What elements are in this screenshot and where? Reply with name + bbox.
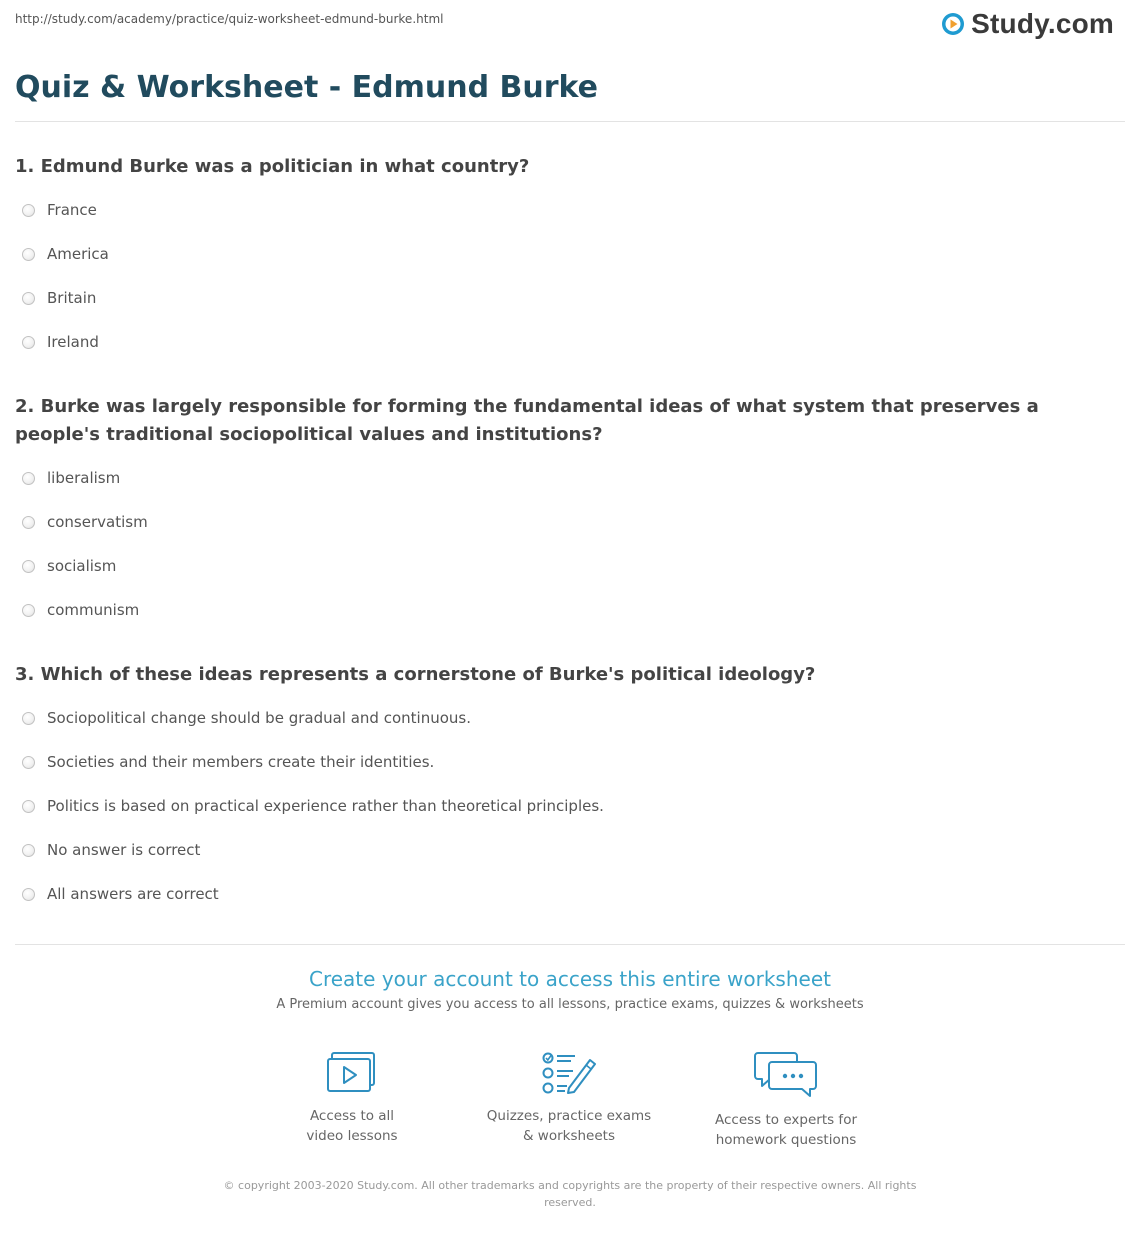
feature-label-line: video lessons bbox=[306, 1128, 398, 1144]
radio-button[interactable] bbox=[22, 516, 35, 529]
answer-choice[interactable] bbox=[22, 840, 604, 884]
feature-label-line: Access to all bbox=[309, 1108, 395, 1124]
logo-wordmark: Study.com bbox=[971, 8, 1114, 39]
divider bbox=[15, 121, 1125, 122]
premium-description: A Premium account gives you access to all lessons, practice exams, quizzes & worksheets bbox=[276, 997, 864, 1012]
question-2: 2. Burke was largely responsible for forming the fundamental ideas of what system that preserves a people's traditional sociopolitical values and institutions? bbox=[15, 396, 1039, 445]
video-lessons-icon bbox=[326, 1050, 378, 1094]
answer-label: Societies and their members create their identities. bbox=[47, 753, 435, 771]
answer-label: Politics is based on practical experience rather than theoretical principles. bbox=[47, 797, 604, 815]
answer-label: communism bbox=[47, 601, 140, 619]
radio-button[interactable] bbox=[22, 204, 35, 217]
answer-label: France bbox=[47, 201, 97, 219]
answer-choice[interactable] bbox=[22, 884, 604, 928]
radio-button[interactable] bbox=[22, 888, 35, 901]
answer-choice[interactable] bbox=[22, 332, 109, 376]
play-circle-logo-icon bbox=[941, 12, 965, 36]
answer-choice[interactable] bbox=[22, 244, 109, 288]
radio-button[interactable] bbox=[22, 844, 35, 857]
answer-label: No answer is correct bbox=[47, 841, 201, 859]
answer-label: conservatism bbox=[47, 513, 148, 531]
answer-label: Ireland bbox=[47, 333, 99, 351]
question-1: 1. Edmund Burke was a politician in what country? bbox=[15, 156, 530, 177]
answer-choice[interactable] bbox=[22, 288, 109, 332]
feature-label-line: Quizzes, practice exams bbox=[486, 1108, 652, 1124]
answer-label: liberalism bbox=[47, 469, 121, 487]
answer-label: All answers are correct bbox=[47, 885, 219, 903]
radio-button[interactable] bbox=[22, 604, 35, 617]
feature-quizzes bbox=[479, 1050, 659, 1146]
top-bar bbox=[0, 0, 1140, 50]
answer-label: Britain bbox=[47, 289, 97, 307]
radio-button[interactable] bbox=[22, 560, 35, 573]
feature-label bbox=[479, 1106, 659, 1146]
radio-button[interactable] bbox=[22, 292, 35, 305]
radio-button[interactable] bbox=[22, 336, 35, 349]
radio-button[interactable] bbox=[22, 800, 35, 813]
answer-choice[interactable] bbox=[22, 200, 109, 244]
feature-experts bbox=[696, 1050, 876, 1150]
radio-button[interactable] bbox=[22, 472, 35, 485]
answer-choice[interactable] bbox=[22, 796, 604, 840]
quizzes-icon bbox=[541, 1050, 597, 1094]
answer-label: Sociopolitical change should be gradual and continuous. bbox=[47, 709, 471, 727]
answer-choice[interactable] bbox=[22, 600, 148, 644]
feature-label bbox=[262, 1106, 442, 1146]
question-3-choices bbox=[22, 708, 604, 928]
radio-button[interactable] bbox=[22, 756, 35, 769]
answer-choice[interactable] bbox=[22, 708, 604, 752]
feature-label-line: homework questions bbox=[715, 1132, 857, 1148]
create-account-link[interactable]: Create your account to access this entire worksheet bbox=[309, 967, 831, 991]
answer-choice[interactable] bbox=[22, 752, 604, 796]
question-1-choices bbox=[22, 200, 109, 376]
answer-choice[interactable] bbox=[22, 512, 148, 556]
feature-video-lessons bbox=[262, 1050, 442, 1146]
copyright-footer: © copyright 2003-2020 Study.com. All other trademarks and copyrights are the property of their respective owners. All rights reserved. bbox=[223, 1179, 917, 1209]
answer-choice[interactable] bbox=[22, 468, 148, 512]
answer-label: America bbox=[47, 245, 109, 263]
radio-button[interactable] bbox=[22, 248, 35, 261]
feature-label-line: & worksheets bbox=[522, 1128, 615, 1144]
answer-label: socialism bbox=[47, 557, 117, 575]
question-2-choices bbox=[22, 468, 148, 644]
feature-label-line: Access to experts for bbox=[714, 1112, 857, 1128]
experts-chat-icon bbox=[754, 1050, 818, 1098]
feature-label bbox=[696, 1110, 876, 1150]
page-url[interactable]: http://study.com/academy/practice/quiz-worksheet-edmund-burke.html bbox=[15, 12, 444, 26]
answer-choice[interactable] bbox=[22, 556, 148, 600]
study-logo[interactable] bbox=[941, 8, 1114, 40]
radio-button[interactable] bbox=[22, 712, 35, 725]
divider bbox=[15, 944, 1125, 945]
question-3: 3. Which of these ideas represents a cornerstone of Burke's political ideology? bbox=[15, 664, 816, 685]
page-title: Quiz & Worksheet - Edmund Burke bbox=[15, 70, 598, 105]
